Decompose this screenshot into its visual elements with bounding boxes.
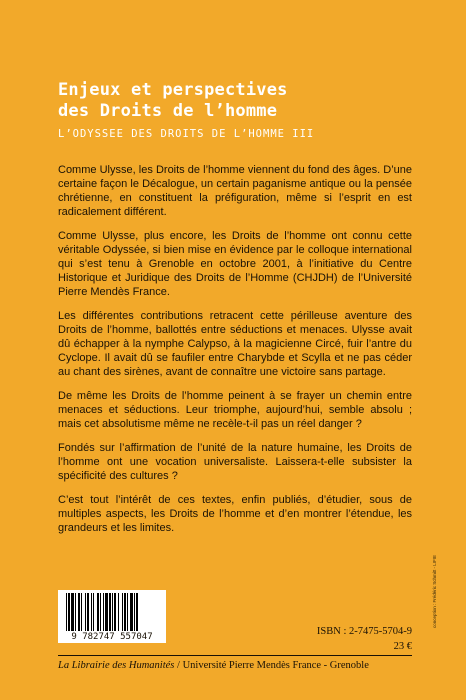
title-line-1: Enjeux et perspectives <box>58 80 288 100</box>
barcode-bar <box>112 593 113 631</box>
barcode-bar <box>68 593 70 631</box>
paragraph: Fondés sur l’affirmation de l’unité de la nature humaine, les Droits de l’homme ont une vocation universaliste. Laissera-t-elle subsister la spécificité des cultures ? <box>58 442 412 482</box>
isbn-block <box>317 624 412 654</box>
barcode-bar <box>87 593 89 631</box>
publisher-footer <box>58 660 412 671</box>
paragraph: Les différentes contributions retracent cette périlleuse aventure des Droits de l’homme, ballottés entre séductions et menaces. Ulysse avait dû échapper à la nymphe Calypso, à la magicienne Circé, fuir l’antre du Cyclope. Il avait dû se faufiler entre Charybde et Scylla et ne pas céder au chant des sirènes, avant de connaître une victoire sans partage. <box>58 310 412 378</box>
barcode-number: 9 782747 557047 <box>58 632 166 643</box>
barcode-bar <box>127 593 128 631</box>
isbn-label: ISBN : 2-7475-5704-9 <box>316 626 412 637</box>
paragraph: De même les Droits de l’homme peinent à se frayer un chemin entre menaces et séductions. Leur triomphe, aujourd’hui, semble absolu ; mais cet absolutisme même ne recèle-t-il pas un réel danger ? <box>58 390 412 430</box>
barcode-bar <box>105 593 108 631</box>
barcode-bar <box>78 593 80 631</box>
barcode-bar <box>118 593 119 631</box>
publisher-name: La Librairie des Humanités <box>58 660 175 671</box>
barcode-bar <box>136 593 138 631</box>
barcode-bar <box>134 593 135 631</box>
footer-separator: / <box>174 660 183 671</box>
university-name: Université Pierre Mendès France - Grenoble <box>182 660 369 671</box>
barcode-bar <box>109 593 111 631</box>
barcode-bar <box>103 593 104 631</box>
barcode-bar <box>97 593 99 631</box>
blurb-text <box>58 163 412 545</box>
design-credit: conception : Frédéric Schmitt - LIFIE <box>432 554 437 628</box>
barcode-bar <box>71 593 74 631</box>
barcode-bar <box>81 593 82 631</box>
barcode-bar <box>122 593 123 631</box>
series-subtitle: L’ODYSSEE DES DROITS DE L’HOMME III <box>58 128 315 140</box>
paragraph: C’est tout l’intérêt de ces textes, enfin publiés, d’étudier, sous de multiples aspects, les Droits de l’homme et d’en montrer l’étendue, les grandeurs et les limites. <box>58 494 412 534</box>
barcode-bar <box>130 593 133 631</box>
barcode-bar <box>100 593 101 631</box>
title-line-2: des Droits de l’homme <box>58 101 278 121</box>
paragraph: Comme Ulysse, plus encore, les Droits de l’homme ont connu cette véritable Odyssée, si bien mise en évidence par le colloque international qui s’est tenu à Grenoble en octobre 2001, à l’initiative du Centre Historique et Juridique des Droits de l’Homme (CHJDH) de l’Université Pierre Mendès France. <box>58 230 412 298</box>
barcode-bars <box>58 590 166 634</box>
barcode-bar <box>85 593 86 631</box>
barcode-bar <box>93 593 94 631</box>
book-title <box>58 80 418 122</box>
barcode-bar <box>66 593 67 631</box>
footer-divider <box>58 655 412 656</box>
barcode-bar <box>114 593 116 631</box>
barcode-bar <box>124 593 126 631</box>
barcode-bar <box>75 593 76 631</box>
price-label: 23 € <box>393 641 412 652</box>
barcode-bar <box>91 593 92 631</box>
paragraph: Comme Ulysse, les Droits de l’homme viennent du fond des âges. D’une certaine façon le Décalogue, un certain paganisme antique ou la pensée chrétienne, en constituent la préfiguration, même si l’esprit en est radicalement différent. <box>58 164 412 218</box>
